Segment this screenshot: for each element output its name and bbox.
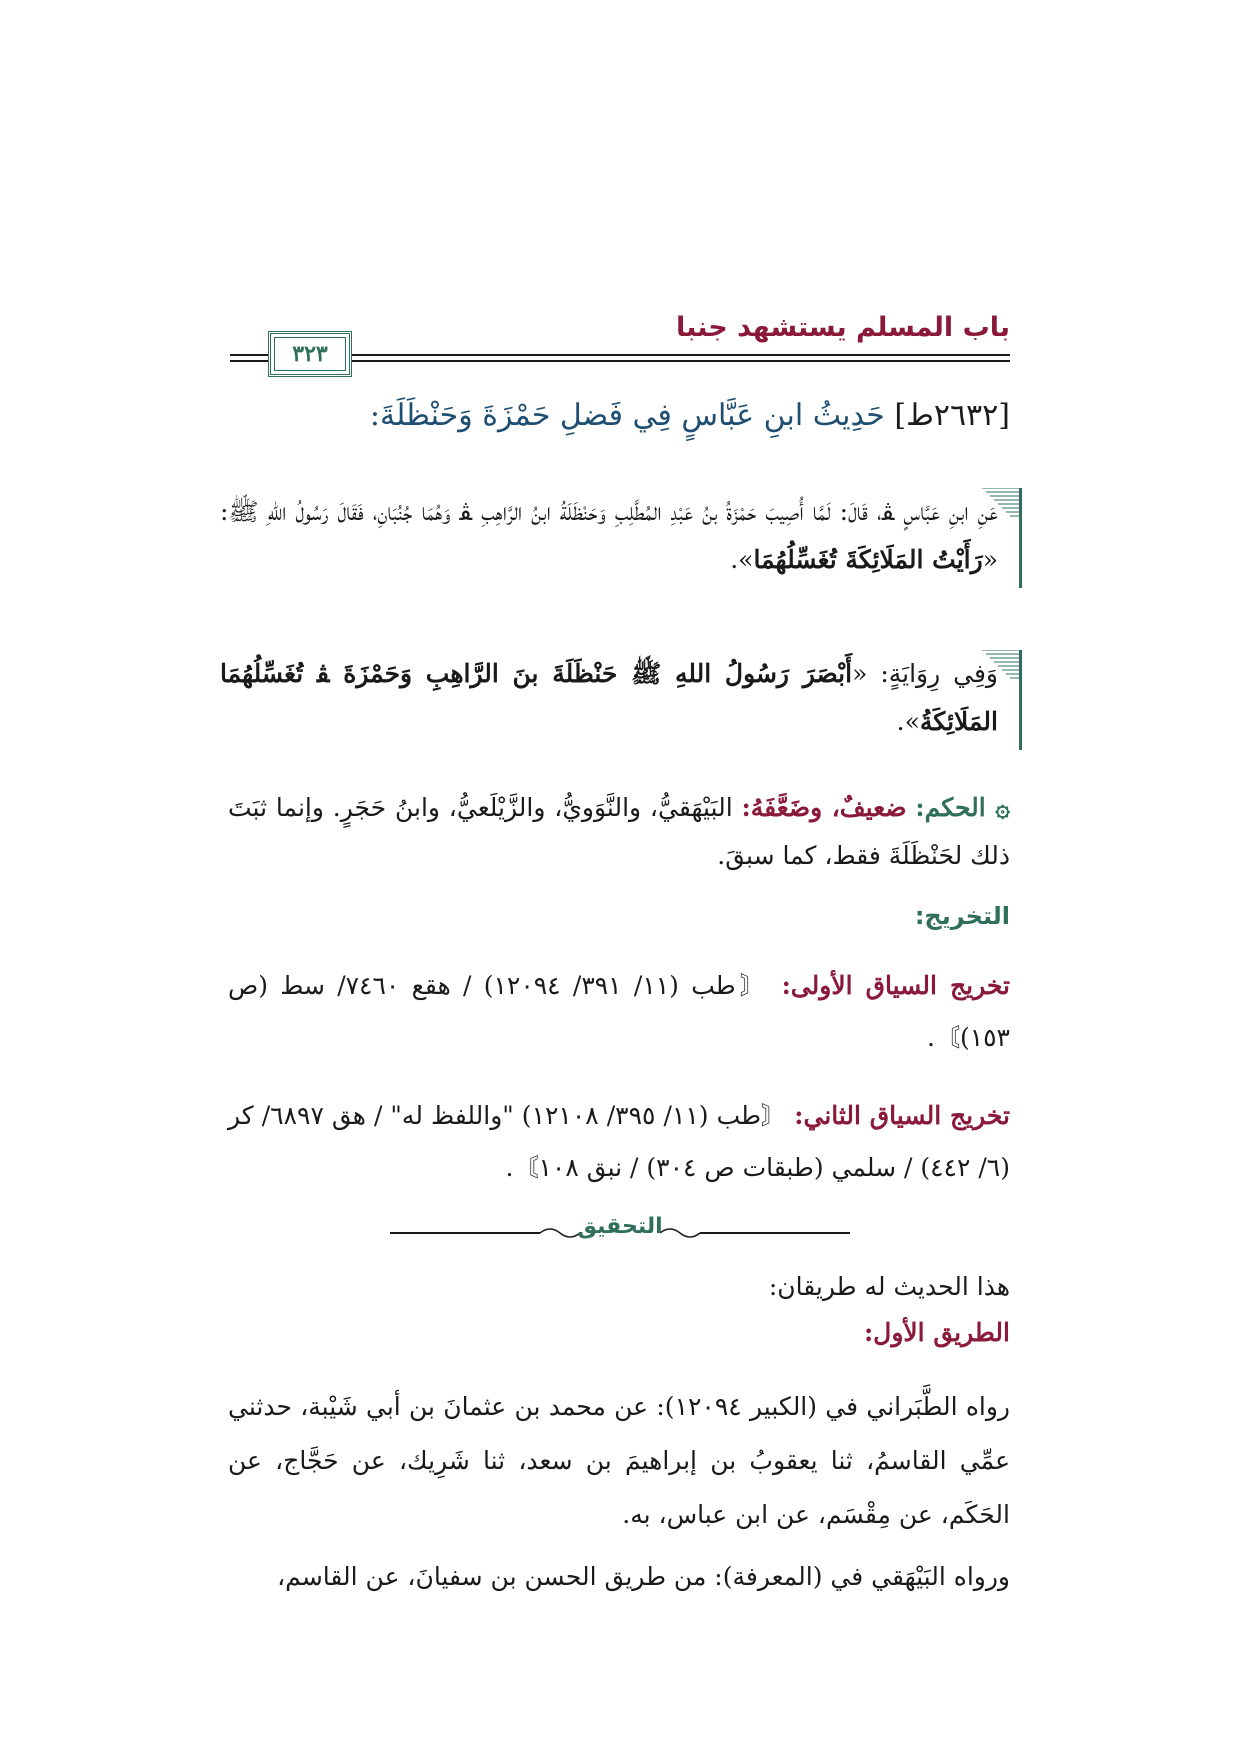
quote-bar [1019,650,1022,750]
tabarani-paragraph: رواه الطَّبَراني في (الكبير ١٢٠٩٤): عن محمد بن عثمانَ بن أبي شَيْبة، حدثني عمِّي القاسمُ، ثنا يعقوبُ بن إبراهيمَ بن سعد، ثنا شَرِيك، عن حَجَّاج، عن الحَكَم، عن مِقْسَم، عن ابن عباس، به. [228,1392,1011,1529]
page-number: ٣٢٣ [274,337,346,371]
hadith-title: حَدِيثُ ابنِ عَبَّاسٍ فِي فَضلِ حَمْزَةَ وَحَنْظَلَةَ: [369,398,885,433]
takhrij-second-text: 〘طب (١١/ ٣٩٥/ ١٢١٠٨) "واللفظ له" / هق ٦٨٩٧/ كر (٦/ ٤٤٢) / سلمي (طبقات ص ٣٠٤) / نبق ١٠٨〙. [228,1101,1010,1182]
hadith-text [220,488,1010,584]
tahqiq-intro: هذا الحديث له طريقان: [768,1272,1010,1301]
ruling-paragraph [228,784,1010,880]
tahqiq-heading: التحقيق [577,1214,663,1239]
chapter-title: باب المسلم يستشهد جنبا [676,312,1010,343]
riwaya-text-end: ». [896,707,920,736]
hadith-text-block [220,488,1010,584]
ruling-verdict: ضعيفٌ، وضَعَّفَهُ: [741,793,907,822]
bayhaqi-paragraph: ورواه البَيْهَقي في (المعرفة): من طريق الحسن بن سفيانَ، عن القاسم، [277,1562,1010,1591]
quote-bar [1019,488,1022,588]
hadith-text-end: ». [730,545,754,574]
riwaya-text-part: وَفِي رِوَايَةٍ: « [852,659,998,688]
riwaya-text-quote: أَبْصَرَ رَسُولُ اللهِ ﷺ حَنْظَلَةَ بنَ الرَّاهِبِ وَحَمْزَةَ ﭭ تُغَسِّلُهُمَا المَلَائِكَةُ [220,659,998,736]
path1-heading: الطريق الأول: [863,1318,1010,1347]
corner-ornament-icon [982,488,1022,528]
corner-ornament-icon [982,650,1022,690]
page-number-frame [268,331,352,377]
hadith-text-quote: رَأَيْتُ المَلَائِكَةَ تُغَسِّلُهُمَا [753,545,983,574]
takhrij-heading: التخريج: [914,902,1010,930]
hadith-heading [228,398,1010,433]
ruling-label: ۞ الحكم: [915,793,1010,822]
hadith-number: [٢٦٣٢ط] [894,398,1010,433]
takhrij-second [228,1090,1010,1194]
riwaya-block [220,650,1010,746]
takhrij-first-text: 〘طب (١١/ ٣٩١/ ١٢٠٩٤) / هقع ٧٤٦٠/ سط (ص ١٥٣)〙. [228,971,1010,1052]
takhrij-first-label: تخريج السياق الأولى: [781,971,1011,1000]
takhrij-second-label: تخريج السياق الثاني: [794,1101,1010,1130]
ruling-text: البَيْهَقيُّ، والنَّوَويُّ، والزَّيْلَعيُّ، وابنُ حَجَرٍ. وإنما ثبَتَ ذلك لحَنْظَلَةَ فقط، كما سبقَ. [228,793,1010,870]
riwaya-text [220,650,1010,746]
takhrij-first [228,960,1010,1064]
hadith-text-part: عَنِ ابنِ عَبَّاسٍ ﭭ، قَالَ: لَمَّا أُصِيبَ حَمْزَةُ بنُ عَبْدِ المُطَّلِبِ وَحَنْظَلَةُ ابنُ الرَّاهِبِ ﭭ وَهُمَا جُنُبَانِ، فَقَالَ رَسُولُ اللهِ ﷺ: « [220,497,998,574]
